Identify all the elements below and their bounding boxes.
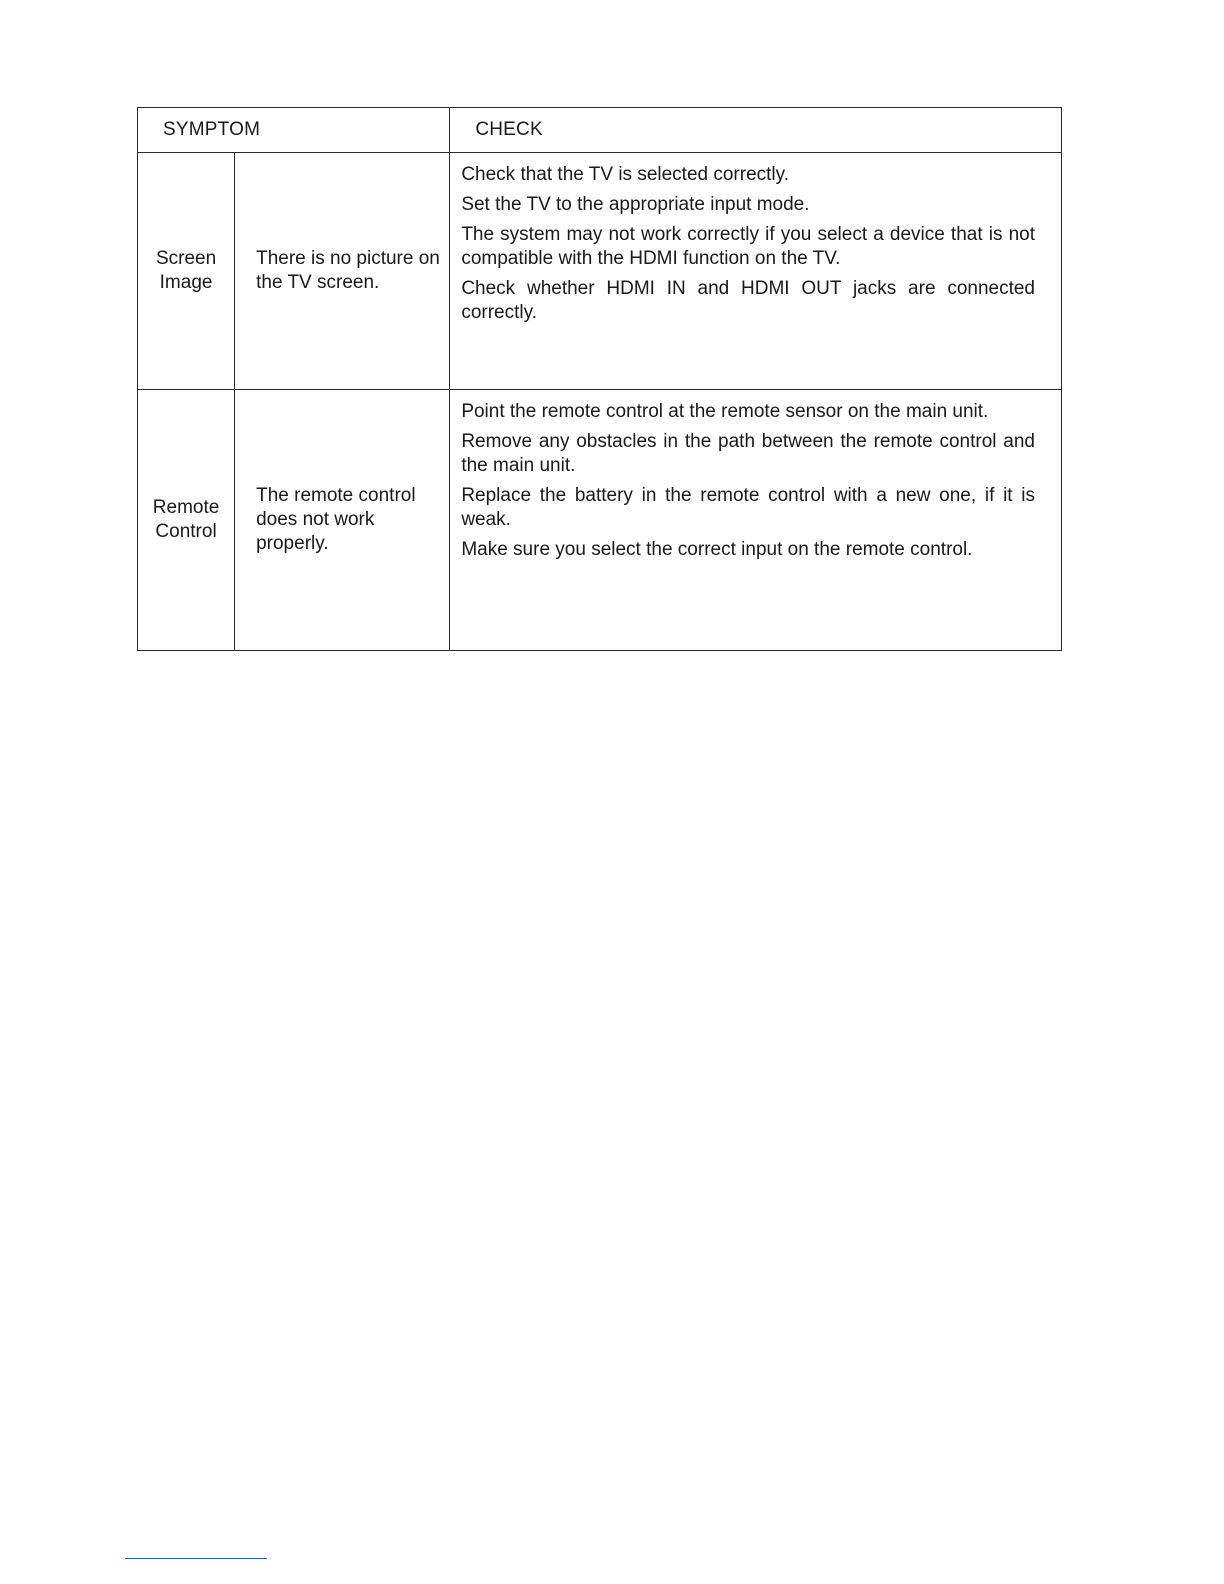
category-label-line2: Control [155,521,217,542]
check-item: Set the TV to the appropriate input mode. [461,194,810,215]
troubleshooting-table [137,107,1062,651]
check-header: CHECK [450,108,1062,153]
category-label-line1: Remote [152,497,220,518]
category-cell [138,153,235,390]
category-cell [138,390,235,651]
table-row [138,390,1062,651]
symptom-header: SYMPTOM [138,108,450,153]
check-item: Check whether HDMI IN and HDMI OUT jacks are connected correctly. [461,278,1035,323]
check-list [450,153,1062,390]
symptom-description: There is no picture on the TV screen. [235,153,450,390]
check-item: Point the remote control at the remote sensor on the main unit. [461,401,989,422]
table-header-row [138,108,1062,153]
footer-divider [125,1558,267,1559]
symptom-description: The remote control does not work properly. [235,390,450,651]
check-item: Remove any obstacles in the path between the remote control and the main unit. [461,431,1035,476]
category-label-line2: Image [159,272,213,293]
check-item: The system may not work correctly if you select a device that is not compatible with the HDMI function on the TV. [461,224,1035,269]
check-item: Check that the TV is selected correctly. [461,164,790,185]
table-row [138,153,1062,390]
check-item: Make sure you select the correct input on the remote control. [461,539,973,560]
category-label-line1: Screen [155,248,217,269]
check-item: Replace the battery in the remote control with a new one, if it is weak. [461,485,1035,530]
check-list [450,390,1062,651]
